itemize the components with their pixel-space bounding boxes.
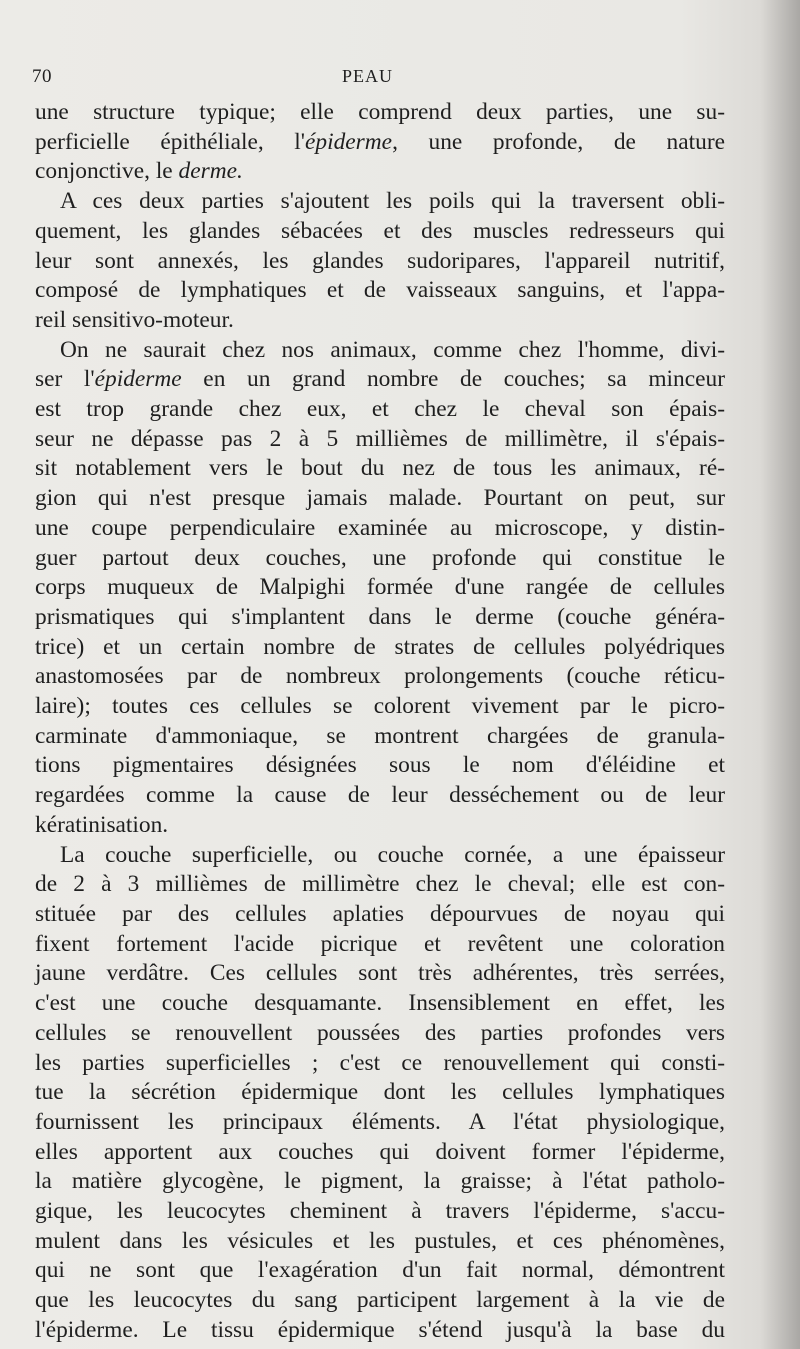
- text-line: corps muqueux de Malpighi formée d'une rangée de cellules: [35, 574, 725, 601]
- term-derme: derme.: [178, 158, 243, 185]
- text-line: tue la sécrétion épidermique dont les cellules lymphatiques: [35, 1079, 725, 1106]
- text-line: qui ne sont que l'exagération d'un fait normal, démontrent: [35, 1257, 725, 1284]
- text-line: guer partout deux couches, une profonde qui constitue le: [35, 544, 725, 571]
- text-run: , une profonde, de nature: [392, 128, 725, 155]
- text-line: prismatiques qui s'implantent dans le derme (couche généra-: [35, 603, 725, 630]
- text-line: fournissent les principaux éléments. A l'état physiologique,: [35, 1108, 725, 1135]
- text-line: une structure typique; elle comprend deux parties, une su-: [35, 99, 725, 125]
- text-line: mulent dans les vésicules et les pustules, et ces phénomènes,: [35, 1227, 725, 1254]
- text-run: conjonctive, le: [35, 158, 179, 185]
- text-line: kératinisation.: [35, 811, 169, 838]
- paragraph-2: [35, 187, 725, 336]
- text-line: les parties superficielles ; c'est ce renouvellement qui consti-: [35, 1049, 725, 1076]
- text-line: regardées comme la cause de leur desséchement ou de leur: [35, 782, 725, 809]
- text-line: composé de lymphatiques et de vaisseaux sanguins, et l'appa-: [35, 277, 725, 304]
- text-line: sit notablement vers le bout du nez de tous les animaux, ré-: [35, 455, 725, 482]
- paragraph-1: [35, 98, 725, 187]
- paragraph-3: [35, 336, 725, 841]
- text-line: elles apportent aux couches qui doivent former l'épiderme,: [35, 1138, 725, 1165]
- term-epiderme: épiderme: [305, 128, 393, 155]
- term-epiderme: épiderme: [94, 366, 182, 393]
- text-run: ser l': [35, 366, 95, 393]
- text-line: gique, les leucocytes cheminent à travers l'épiderme, s'accu-: [35, 1198, 725, 1225]
- text-line: c'est une couche desquamante. Insensiblement en effet, les: [35, 990, 725, 1017]
- text-line: trice) et un certain nombre de strates de cellules polyédriques: [35, 633, 725, 660]
- text-line: carminate d'ammoniaque, se montrent chargées de granula-: [35, 722, 725, 749]
- text-line: tions pigmentaires désignées sous le nom d'éléidine et: [35, 752, 725, 779]
- running-head: PEAU: [342, 66, 394, 86]
- text-line: La couche superficielle, ou couche cornée, a une épaisseur: [60, 841, 725, 868]
- text-line: la matière glycogène, le pigment, la graisse; à l'état patholo-: [35, 1168, 725, 1195]
- paragraph-4: [35, 841, 725, 1346]
- text-line: cellules se renouvellent poussées des parties profondes vers: [35, 1019, 725, 1046]
- text-line: anastomosées par de nombreux prolongements (couche réticu-: [35, 663, 725, 690]
- text-line: de 2 à 3 millièmes de millimètre chez le cheval; elle est con-: [35, 871, 725, 898]
- text-run: en un grand nombre de couches; sa minceur: [181, 366, 725, 393]
- text-line: A ces deux parties s'ajoutent les poils qui la traversent obli-: [60, 188, 725, 215]
- text-line: [35, 157, 725, 187]
- text-line: que les leucocytes du sang participent largement à la vie de: [35, 1287, 725, 1314]
- text-line: stituée par des cellules aplaties dépourvues de noyau qui: [35, 900, 725, 927]
- text-line: quement, les glandes sébacées et des muscles redresseurs qui: [35, 217, 725, 244]
- text-line: gion qui n'est presque jamais malade. Pourtant on peut, sur: [35, 485, 725, 512]
- page-header: [32, 66, 722, 96]
- text-line: [35, 365, 725, 395]
- page-number: 70: [32, 66, 52, 87]
- text-line: fixent fortement l'acide picrique et revêtent une coloration: [35, 930, 725, 957]
- text-line: jaune verdâtre. Ces cellules sont très adhérentes, très serrées,: [35, 960, 725, 987]
- text-line: est trop grande chez eux, et chez le cheval son épais-: [35, 396, 725, 423]
- text-line: laire); toutes ces cellules se colorent vivement par le picro-: [35, 693, 725, 720]
- text-line: l'épiderme. Le tissu épidermique s'étend jusqu'à la base du: [35, 1316, 725, 1343]
- body-text: [35, 98, 725, 1346]
- text-line: On ne saurait chez nos animaux, comme chez l'homme, divi-: [60, 336, 725, 363]
- text-line: leur sont annexés, les glandes sudoripares, l'appareil nutritif,: [35, 247, 725, 274]
- text-run: perficielle épithéliale, l': [35, 128, 306, 155]
- text-line: une coupe perpendiculaire examinée au microscope, y distin-: [35, 514, 725, 541]
- text-line: [35, 128, 725, 158]
- text-line: seur ne dépasse pas 2 à 5 millièmes de millimètre, il s'épais-: [35, 425, 725, 452]
- text-line: reil sensitivo-moteur.: [35, 306, 234, 333]
